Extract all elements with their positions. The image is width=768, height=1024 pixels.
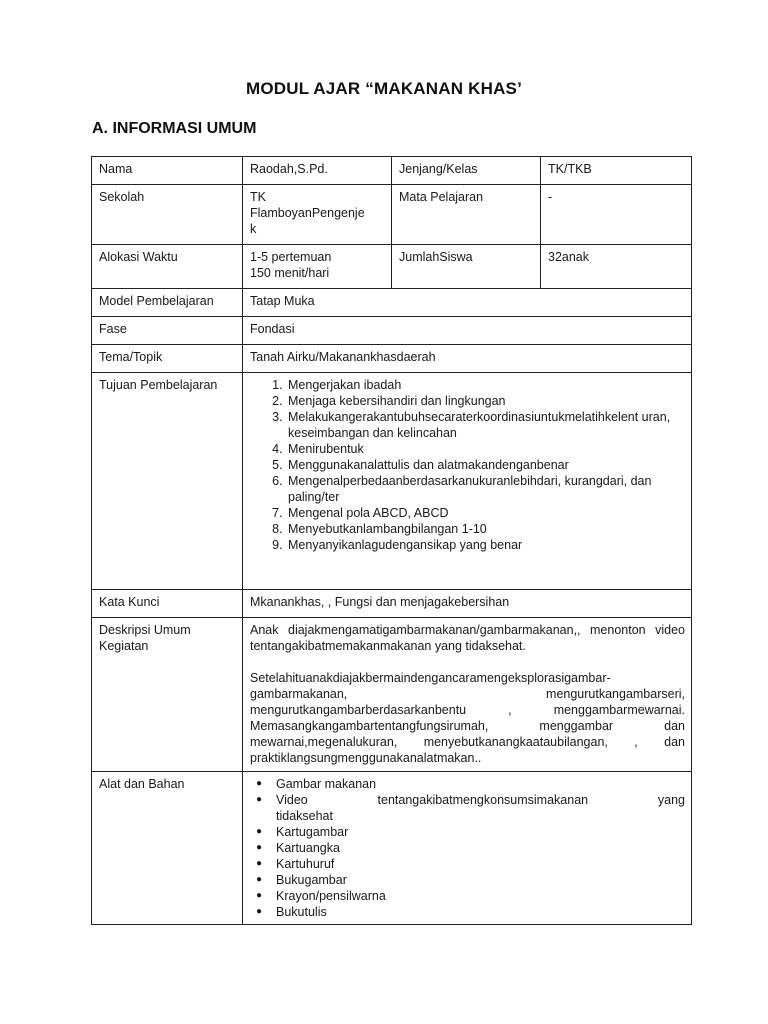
list-item xyxy=(256,776,685,792)
deskripsi-label-line: Deskripsi Umum xyxy=(99,623,191,637)
nama-value: Raodah,S.Pd. xyxy=(243,157,392,185)
table-row-alat xyxy=(92,772,692,925)
alat-item-word: yang xyxy=(657,793,685,807)
list-item: 3. Melakukangerakantubuhsecaraterkoordinasiuntukmelatihkelent uran, keseimbangan dan kelincahan xyxy=(286,409,685,441)
list-item: 6. Mengenalperbedaanberdasarkanukuranlebihdari, kurangdari, dan paling/ter xyxy=(286,473,685,505)
alokasi-value xyxy=(243,245,392,289)
alat-item-text: Krayon/pensilwarna xyxy=(276,889,386,903)
fase-label: Fase xyxy=(92,317,243,345)
tujuan-value xyxy=(243,373,692,590)
alat-item-word: Video xyxy=(276,793,308,807)
table-row-kata-kunci xyxy=(92,590,692,618)
table-row-fase xyxy=(92,317,692,345)
list-item: 2. Menjaga kebersihandiri dan lingkungan xyxy=(286,393,685,409)
sekolah-value xyxy=(243,185,392,245)
tema-label: Tema/Topik xyxy=(92,345,243,373)
alat-value xyxy=(243,772,692,925)
bullet-icon: ● xyxy=(256,874,263,885)
section-heading: A. INFORMASI UMUM xyxy=(92,120,257,137)
bullet-icon: ● xyxy=(256,858,263,869)
list-item xyxy=(256,888,685,904)
alokasi-label: Alokasi Waktu xyxy=(92,245,243,289)
model-label: Model Pembelajaran xyxy=(92,289,243,317)
kata-kunci-label: Kata Kunci xyxy=(92,590,243,618)
sekolah-label: Sekolah xyxy=(92,185,243,245)
table-row-sekolah xyxy=(92,185,692,245)
alat-list xyxy=(250,776,685,920)
list-item: 5. Menggunakanalattulis dan alatmakandenganbenar xyxy=(286,457,685,473)
alat-item-text: Kartuhuruf xyxy=(276,857,335,871)
alat-item-text: Bukutulis xyxy=(276,905,327,919)
bullet-icon: ● xyxy=(256,826,263,837)
sekolah-value-line: FlamboyanPengenje xyxy=(250,206,365,220)
document-title: MODUL AJAR “MAKANAN KHAS’ xyxy=(245,79,523,98)
deskripsi-value xyxy=(243,618,692,772)
general-information-table xyxy=(91,156,692,925)
bullet-icon: ● xyxy=(256,794,263,805)
list-item: 9. Menyanyikanlagudengansikap yang benar xyxy=(286,537,685,553)
deskripsi-label xyxy=(92,618,243,772)
table-row-tema xyxy=(92,345,692,373)
alat-item-text: Kartugambar xyxy=(276,825,349,839)
mapel-value: - xyxy=(541,185,692,245)
list-item xyxy=(256,872,685,888)
list-item xyxy=(256,904,685,920)
alat-item-second-line: tidaksehat xyxy=(276,809,333,823)
jumlah-siswa-value: 32anak xyxy=(541,245,692,289)
alokasi-value-line: 1-5 pertemuan xyxy=(250,250,332,264)
model-value: Tatap Muka xyxy=(243,289,692,317)
table-row-alokasi xyxy=(92,245,692,289)
table-row-tujuan xyxy=(92,373,692,590)
table-row-model xyxy=(92,289,692,317)
jumlah-siswa-label: JumlahSiswa xyxy=(392,245,541,289)
list-item xyxy=(256,840,685,856)
fase-value: Fondasi xyxy=(243,317,692,345)
deskripsi-paragraph: Anak diajakmengamatigambarmakanan/gambarmakanan,, menonton video tentangakibatmemakanmakanan yang tidaksehat. xyxy=(250,623,685,653)
alat-item-text: Kartuangka xyxy=(276,841,340,855)
tujuan-list xyxy=(250,377,685,553)
tujuan-label: Tujuan Pembelajaran xyxy=(92,373,243,590)
alat-item-text: Gambar makanan xyxy=(276,777,377,791)
deskripsi-paragraph: Setelahituanakdiajakbermaindengancaramengeksplorasigambar-gambarmakanan, mengurutkangambarseri, mengurutkangambarberdasarkanbentu , menggambarmewarnai. Memasangkangambartentangfungsirumah, menggambar dan mewarnai,megenalukuran, menyebutkanangkaataubilangan, , dan praktiklangsungmenggunakanalatmakan.. xyxy=(250,671,685,765)
table-row-nama xyxy=(92,157,692,185)
bullet-icon: ● xyxy=(256,890,263,901)
mapel-label: Mata Pelajaran xyxy=(392,185,541,245)
alat-item-text: Bukugambar xyxy=(276,873,347,887)
kata-kunci-value: Mkanankhas, , Fungsi dan menjagakebersihan xyxy=(243,590,692,618)
list-item: 1. Mengerjakan ibadah xyxy=(286,377,685,393)
bullet-icon: ● xyxy=(256,842,263,853)
table-row-deskripsi xyxy=(92,618,692,772)
list-item: 4. Menirubentuk xyxy=(286,441,685,457)
list-item: 8. Menyebutkanlambangbilangan 1-10 xyxy=(286,521,685,537)
list-item xyxy=(256,824,685,840)
jenjang-value: TK/TKB xyxy=(541,157,692,185)
alat-item-first-line xyxy=(276,792,685,808)
bullet-icon: ● xyxy=(256,906,263,917)
list-item xyxy=(256,856,685,872)
alat-label: Alat dan Bahan xyxy=(92,772,243,925)
alokasi-value-line: 150 menit/hari xyxy=(250,266,330,280)
jenjang-label: Jenjang/Kelas xyxy=(392,157,541,185)
bullet-icon: ● xyxy=(256,778,263,789)
sekolah-value-line: TK xyxy=(250,190,266,204)
sekolah-value-line: k xyxy=(250,222,257,236)
nama-label: Nama xyxy=(92,157,243,185)
list-item xyxy=(256,792,685,824)
tema-value: Tanah Airku/Makanankhasdaerah xyxy=(243,345,692,373)
list-item: 7. Mengenal pola ABCD, ABCD xyxy=(286,505,685,521)
alat-item-word: tentangakibatmengkonsumsimakanan xyxy=(377,793,589,807)
deskripsi-label-line: Kegiatan xyxy=(99,639,149,653)
